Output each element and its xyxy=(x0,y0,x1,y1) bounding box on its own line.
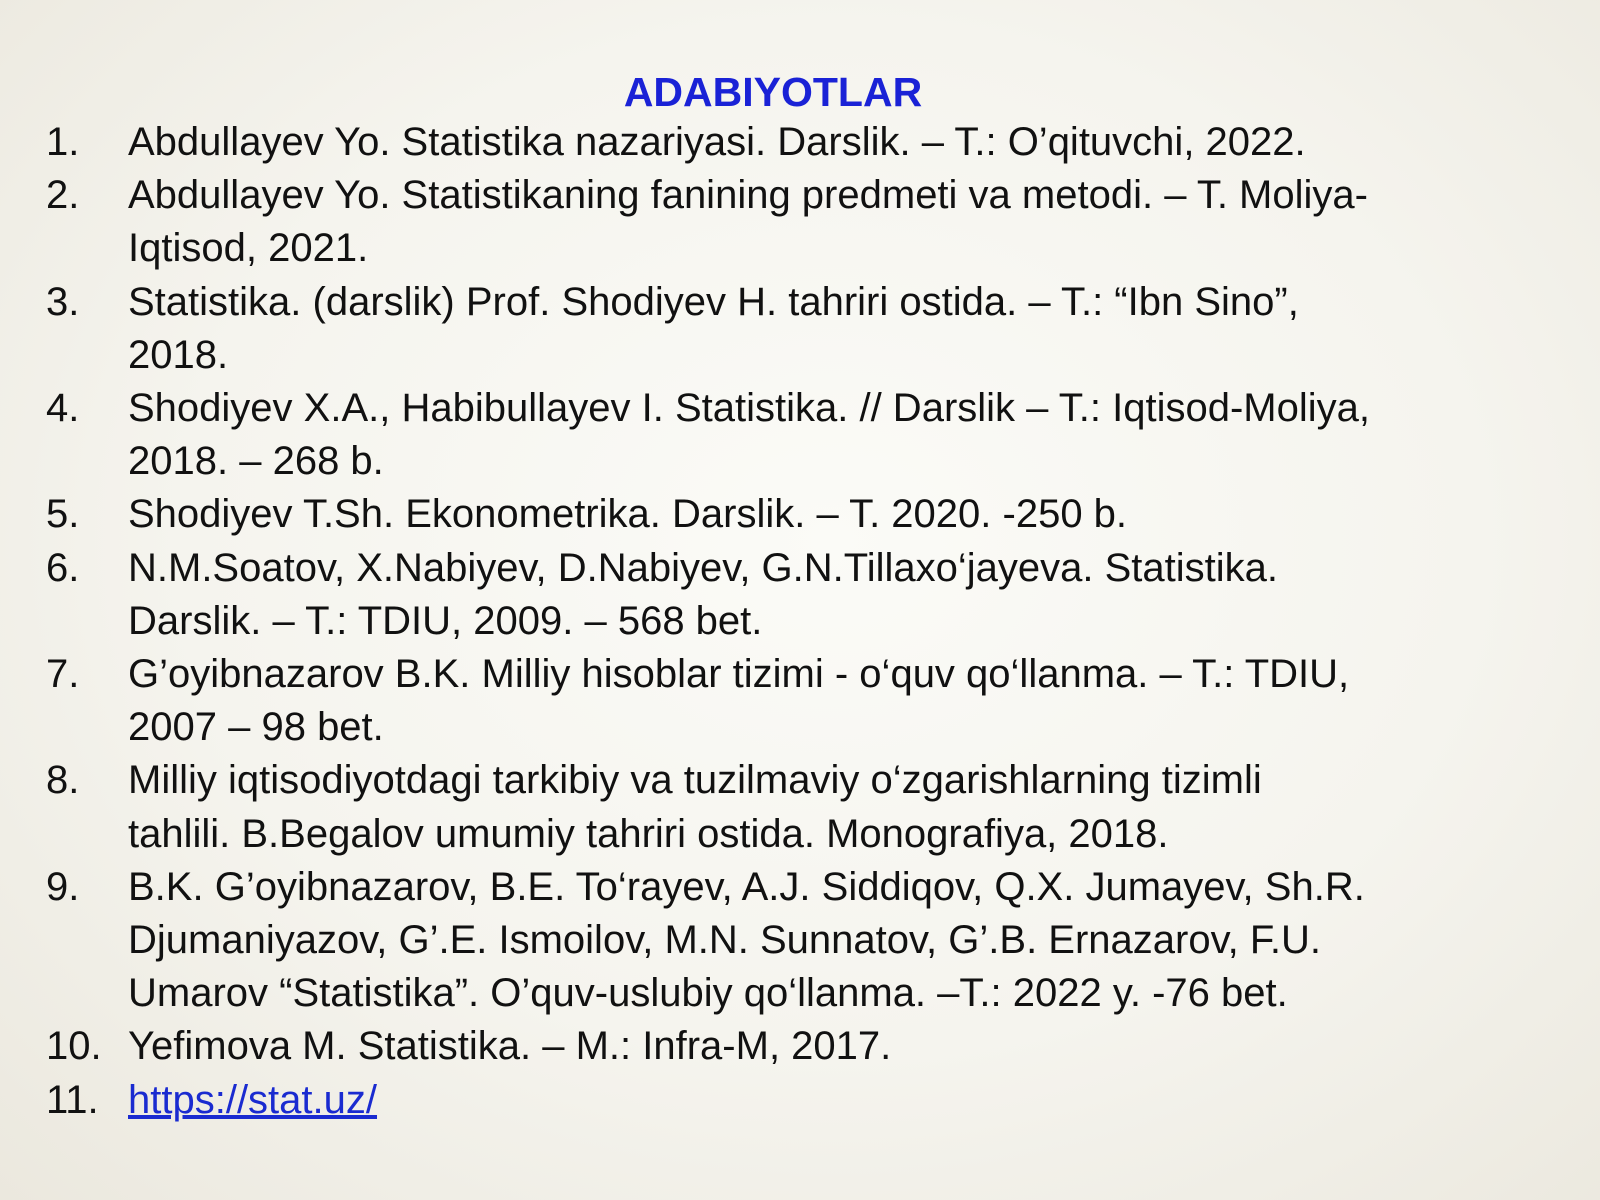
reference-line: tahlili. B.Begalov umumiy tahriri ostida. Monografiya, 2018. xyxy=(128,811,1169,856)
reference-line: Yefimova M. Statistika. – M.: Infra-M, 2017. xyxy=(128,1024,892,1069)
reference-line: N.M.Soatov, X.Nabiyev, D.Nabiyev, G.N.Tillaxo‘jayeva. Statistika. xyxy=(128,545,1279,590)
reference-line: Shodiyev X.A., Habibullayev I. Statistika. // Darslik – T.: Iqtisod-Moliya, xyxy=(128,386,1370,431)
reference-line: Abdullayev Yo. Statistika nazariyasi. Darslik. – T.: O’qituvchi, 2022. xyxy=(128,120,1306,164)
reference-text xyxy=(128,861,1546,1021)
reference-item xyxy=(46,116,1546,169)
reference-text xyxy=(128,754,1546,860)
reference-number: 2. xyxy=(46,173,80,218)
reference-number: 9. xyxy=(46,864,80,909)
reference-item xyxy=(46,648,1546,754)
reference-line: Iqtisod, 2021. xyxy=(128,226,369,271)
reference-number: 7. xyxy=(46,652,80,697)
reference-line: Milliy iqtisodiyotdagi tarkibiy va tuzilmaviy o‘zgarishlarning tizimli xyxy=(128,758,1262,803)
reference-item xyxy=(46,542,1546,648)
reference-number: 8. xyxy=(46,758,80,803)
slide-title: ADABIYOTLAR xyxy=(623,69,923,115)
stat-uz-link[interactable]: https://stat.uz/ xyxy=(128,1077,378,1122)
reference-text xyxy=(128,488,1546,541)
reference-line: 2018. – 268 b. xyxy=(128,439,384,484)
reference-line: Umarov “Statistika”. O’quv-uslubiy qo‘llanma. –T.: 2022 y. -76 bet. xyxy=(128,971,1288,1016)
reference-number: 1. xyxy=(46,120,80,164)
reference-line: G’oyibnazarov B.K. Milliy hisoblar tizimi - o‘quv qo‘llanma. – T.: TDIU, xyxy=(128,652,1350,697)
reference-line: Statistika. (darslik) Prof. Shodiyev H. tahriri ostida. – T.: “Ibn Sino”, xyxy=(128,279,1299,324)
reference-number: 10. xyxy=(46,1024,102,1069)
reference-number: 5. xyxy=(46,492,80,537)
reference-item xyxy=(46,169,1546,275)
reference-text xyxy=(128,169,1546,275)
reference-text xyxy=(128,1074,1546,1127)
reference-line: 2007 – 98 bet. xyxy=(128,705,384,750)
reference-line: Abdullayev Yo. Statistikaning fanining predmeti va metodi. – T. Moliya- xyxy=(128,173,1368,218)
reference-line: 2018. xyxy=(128,332,229,377)
reference-item xyxy=(46,861,1546,1021)
reference-item xyxy=(46,1074,1546,1127)
reference-text xyxy=(128,648,1546,754)
reference-number: 6. xyxy=(46,545,80,590)
reference-item xyxy=(46,382,1546,488)
reference-item xyxy=(46,276,1546,382)
reference-line: Shodiyev T.Sh. Ekonometrika. Darslik. – T. 2020. -250 b. xyxy=(128,492,1128,537)
reference-line: Darslik. – T.: TDIU, 2009. – 568 bet. xyxy=(128,598,763,643)
reference-text xyxy=(128,542,1546,648)
reference-line: Djumaniyazov, G’.E. Ismoilov, M.N. Sunnatov, G’.B. Ernazarov, F.U. xyxy=(128,918,1321,963)
reference-item xyxy=(46,488,1546,541)
reference-list xyxy=(46,116,1546,1127)
reference-number: 4. xyxy=(46,386,80,431)
reference-item xyxy=(46,754,1546,860)
reference-number: 11. xyxy=(46,1077,99,1122)
reference-text xyxy=(128,1020,1546,1073)
reference-text xyxy=(128,116,1546,169)
reference-text xyxy=(128,276,1546,382)
reference-item xyxy=(46,1020,1546,1073)
reference-number: 3. xyxy=(46,279,80,324)
reference-text xyxy=(128,382,1546,488)
reference-line: B.K. G’oyibnazarov, B.E. To‘rayev, A.J. Siddiqov, Q.X. Jumayev, Sh.R. xyxy=(128,864,1365,909)
